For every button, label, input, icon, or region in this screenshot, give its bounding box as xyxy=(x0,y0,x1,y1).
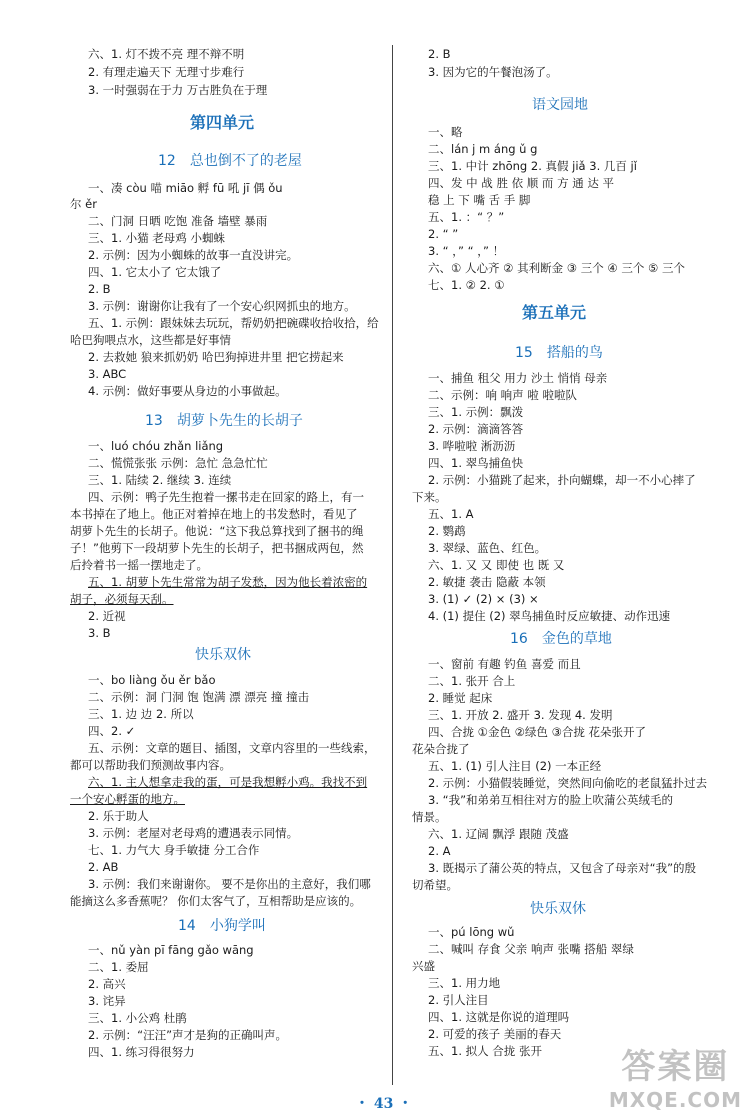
answer-line: 2. B xyxy=(88,282,111,296)
answer-line: 四、1. 它太小了 它太饿了 xyxy=(88,265,222,279)
answer-line: 情景。 xyxy=(412,810,447,824)
answer-line: 三、1. 中计 zhōng 2. 真假 jiǎ 3. 几百 jǐ xyxy=(428,159,637,173)
answer-line: 四、1. 翠鸟捕鱼快 xyxy=(428,456,524,470)
lesson-number: 14 xyxy=(178,918,196,934)
answer-line: 五、示例：文章的题目、插图，文章内容里的一些线索， xyxy=(88,741,376,755)
watermark-text: 答案圈 xyxy=(621,1047,730,1087)
answer-line: 一、bo liàng ǒu ěr bǎo xyxy=(88,673,216,687)
answer-line: 3. 既揭示了蒲公英的特点，又包含了母亲对“我”的殷 xyxy=(428,861,697,875)
answer-line: 六、1. 灯不拨不亮 理不辩不明 xyxy=(88,47,245,61)
answer-line: 胡萝卜先生的长胡子。他说：“这下我总算找到了捆书的绳 xyxy=(70,524,364,538)
unit-5-heading: 第五单元 xyxy=(522,303,587,322)
answer-line: 二、示例：响 响声 啦 啦啦队 xyxy=(428,388,577,402)
answer-line: 四、合拢 ①金色 ②绿色 ③合拢 花朵张开了 xyxy=(428,725,647,739)
answer-line: 五、1. (1) 引人注目 (2) 一本正经 xyxy=(428,759,602,773)
answer-line: 切希望。 xyxy=(412,878,458,892)
answer-line: 2. A xyxy=(428,844,451,858)
lesson-14-heading xyxy=(178,915,266,935)
answer-line: 三、1. 用力地 xyxy=(428,976,501,990)
answer-line: 3. 示例：老屋对老母鸡的遭遇表示同情。 xyxy=(88,826,299,840)
answer-line: 后拎着书一摇一摆地走了。 xyxy=(70,558,208,572)
lesson-number: 12 xyxy=(158,153,176,169)
answer-line: 二、门洞 日晒 吃饱 准备 墙壁 暴雨 xyxy=(88,214,268,228)
answer-line: 一、略 xyxy=(428,125,463,139)
happy-weekend-heading: 快乐双休 xyxy=(530,901,586,917)
answer-line: 七、1. ② 2. ① xyxy=(428,278,505,292)
answer-line: 一、凑 còu 喵 miāo 孵 fū 吼 jī 偶 ǒu xyxy=(88,181,283,195)
answer-line: 2. 近视 xyxy=(88,609,126,623)
answer-line: 2. 示例：“汪汪”声才是狗的正确叫声。 xyxy=(88,1028,288,1042)
answer-line: 4. 示例：做好事要从身边的小事做起。 xyxy=(88,384,287,398)
answer-line: 能摘这么多香蕉呢？ 你们太客气了，互相帮助是应该的。 xyxy=(70,894,362,908)
page-number: ・ 43 ・ xyxy=(355,1096,413,1112)
answer-line: 2. AB xyxy=(88,860,119,874)
answer-line: 一、pú lōng wǔ xyxy=(428,925,515,939)
answer-line: 尔 ěr xyxy=(70,197,97,211)
answer-line: 五、1. ：“ ？” xyxy=(428,210,505,224)
answer-line: 3. 一时强弱在于力 万古胜负在于理 xyxy=(88,83,268,97)
answer-line: 2. 示例：小猫假装睡觉，突然间向偷吃的老鼠猛扑过去 xyxy=(428,776,708,790)
answer-line: 3. 诧异 xyxy=(88,994,126,1008)
answer-line: 一、luó chóu zhǎn liǎng xyxy=(88,439,224,453)
answer-line: 本书掉在了地上。他正对着掉在地上的书发愁时，看见了 xyxy=(70,507,358,521)
answer-line: 哈巴狗喂点水，这些都是好事情 xyxy=(70,333,231,347)
lesson-number: 15 xyxy=(515,345,533,361)
answer-line-underlined: 五、1. 胡萝卜先生常常为胡子发愁，因为他长着浓密的 xyxy=(88,575,368,589)
answer-line: 3. 因为它的午餐泡汤了。 xyxy=(428,65,558,79)
answer-line: 二、喊叫 存食 父亲 响声 张嘴 搭船 翠绿 xyxy=(428,942,634,956)
answer-line: 七、1. 力气大 身手敏捷 分工合作 xyxy=(88,843,260,857)
answer-line: 都可以帮助我们预测故事内容。 xyxy=(70,758,231,772)
answer-line: 二、慌慌张张 示例：急忙 急急忙忙 xyxy=(88,456,268,470)
answer-line: 3. ABC xyxy=(88,367,127,381)
answer-line: 2. 高兴 xyxy=(88,977,126,991)
answer-line: 4. (1) 提住 (2) 翠鸟捕鱼时反应敏捷、动作迅速 xyxy=(428,609,671,623)
answer-line: 六、1. 又 又 即使 也 既 又 xyxy=(428,558,565,572)
answer-line: 3. B xyxy=(88,626,111,640)
answer-line: 二、示例：洞 门洞 饱 饱满 漂 漂亮 撞 撞击 xyxy=(88,690,310,704)
answer-line: 2. 鹦鹉 xyxy=(428,524,466,538)
answer-line-underlined: 六、1. 主人想拿走我的蛋，可是我想孵小鸡。我找不到 xyxy=(88,775,368,789)
answer-line: 四、发 中 战 胜 依 顺 而 方 通 达 平 xyxy=(428,176,615,190)
answer-line: 二、lán j m áng ǔ g xyxy=(428,142,538,156)
lesson-title: 胡萝卜先生的长胡子 xyxy=(176,413,303,429)
answer-line: 五、1. 示例：跟妹妹去玩玩，帮奶奶把碗碟收拾收拾，给 xyxy=(88,316,379,330)
answer-line: 一、nǔ yàn pī fāng gǎo wāng xyxy=(88,943,254,957)
lesson-title: 搭船的鸟 xyxy=(546,345,603,361)
lesson-15-heading xyxy=(515,342,603,362)
answer-line-underlined: 一个安心孵蛋的地方。 xyxy=(70,792,185,806)
answer-line: 子！”他剪下一段胡萝卜先生的长胡子，把书捆成两包，然 xyxy=(70,541,364,555)
answer-line: 四、1. 练习得很努力 xyxy=(88,1045,195,1059)
lesson-16-heading xyxy=(510,628,612,648)
answer-line: 2. 有理走遍天下 无理寸步难行 xyxy=(88,65,245,79)
answer-line: 一、窗前 有趣 钓鱼 喜爱 而且 xyxy=(428,657,581,671)
answer-line: 四、2. ✓ xyxy=(88,724,136,738)
answer-line: 花朵合拢了 xyxy=(412,742,470,756)
unit-4-heading: 第四单元 xyxy=(190,113,255,132)
answer-line: 2. 引人注目 xyxy=(428,993,489,1007)
lesson-title: 总也倒不了的老屋 xyxy=(189,153,302,169)
answer-line: 下来。 xyxy=(412,490,447,504)
lesson-number: 16 xyxy=(510,631,528,647)
answer-line: 五、1. 拟人 合拢 张开 xyxy=(428,1044,542,1058)
answer-line: 2. “ ” xyxy=(428,227,459,241)
answer-line: 3. 哗啦啦 淅沥沥 xyxy=(428,439,516,453)
answer-line: 六、① 人心齐 ② 其利断金 ③ 三个 ④ 三个 ⑤ 三个 xyxy=(428,261,685,275)
answer-line: 五、1. A xyxy=(428,507,474,521)
chinese-garden-heading: 语文园地 xyxy=(532,97,588,113)
answer-line: 六、1. 辽阔 飘浮 跟随 茂盛 xyxy=(428,827,569,841)
lesson-title: 小狗学叫 xyxy=(209,918,266,934)
answer-line: 2. 敏捷 袭击 隐蔽 本领 xyxy=(428,575,546,589)
lesson-number: 13 xyxy=(145,413,163,429)
lesson-13-heading xyxy=(145,410,303,430)
answer-line: 3. “ ，” “ ，” ！ xyxy=(428,244,505,258)
answer-line: 二、1. 委屈 xyxy=(88,960,149,974)
lesson-12-heading xyxy=(158,150,302,170)
answer-line: 2. 示例：因为小蜘蛛的故事一直没讲完。 xyxy=(88,248,299,262)
answer-line: 四、示例：鸭子先生抱着一摞书走在回家的路上，有一 xyxy=(88,490,364,504)
watermark-url: MXQE.COM xyxy=(608,1088,742,1112)
answer-line: 2. 睡觉 起床 xyxy=(428,691,493,705)
answer-line: 2. 去救她 狼来抓奶奶 哈巴狗掉进井里 把它捞起来 xyxy=(88,350,344,364)
answer-line: 2. 示例：小猫跳了起来，扑向蝴蝶，却一不小心摔了 xyxy=(428,473,696,487)
answer-line: 三、1. 示例：飘泼 xyxy=(428,405,524,419)
answer-line: 一、捕鱼 租父 用力 沙土 悄悄 母亲 xyxy=(428,371,608,385)
answer-line: 2. 可爱的孩子 美丽的春天 xyxy=(428,1027,562,1041)
happy-weekend-heading: 快乐双休 xyxy=(195,647,251,663)
answer-line: 2. 乐于助人 xyxy=(88,809,149,823)
answer-line: 三、1. 陆续 2. 继续 3. 连续 xyxy=(88,473,232,487)
answer-line: 三、1. 小猫 老母鸡 小蜘蛛 xyxy=(88,231,225,245)
answer-line: 3. 翠绿、蓝色、红色。 xyxy=(428,541,547,555)
answer-line: 二、1. 张开 合上 xyxy=(428,674,516,688)
answer-line: 三、1. 开放 2. 盛开 3. 发现 4. 发明 xyxy=(428,708,613,722)
answer-line: 稳 上 下 嘴 舌 手 脚 xyxy=(428,193,531,207)
answer-line: 四、1. 这就是你说的道理吗 xyxy=(428,1010,570,1024)
answer-line: 三、1. 小公鸡 杜鹃 xyxy=(88,1011,187,1025)
answer-line: 2. B xyxy=(428,47,451,61)
answer-line-underlined: 胡子，必须每天刮。 xyxy=(70,592,174,606)
answer-line: 3. (1) ✓ (2) × (3) × xyxy=(428,592,539,606)
answer-line: 兴盛 xyxy=(412,959,435,973)
answer-line: 3. 示例：我们来谢谢你。 要不是你出的主意好，我们哪 xyxy=(88,877,371,891)
answer-line: 三、1. 边 边 2. 所以 xyxy=(88,707,194,721)
answer-line: 3. “我”和弟弟互相往对方的脸上吹蒲公英绒毛的 xyxy=(428,793,674,807)
column-divider xyxy=(392,45,393,1085)
watermark-logo xyxy=(609,1039,742,1112)
lesson-title: 金色的草地 xyxy=(541,631,612,647)
answer-line: 3. 示例：谢谢你让我有了一个安心织网抓虫的地方。 xyxy=(88,299,356,313)
answer-line: 2. 示例：滴滴答答 xyxy=(428,422,524,436)
